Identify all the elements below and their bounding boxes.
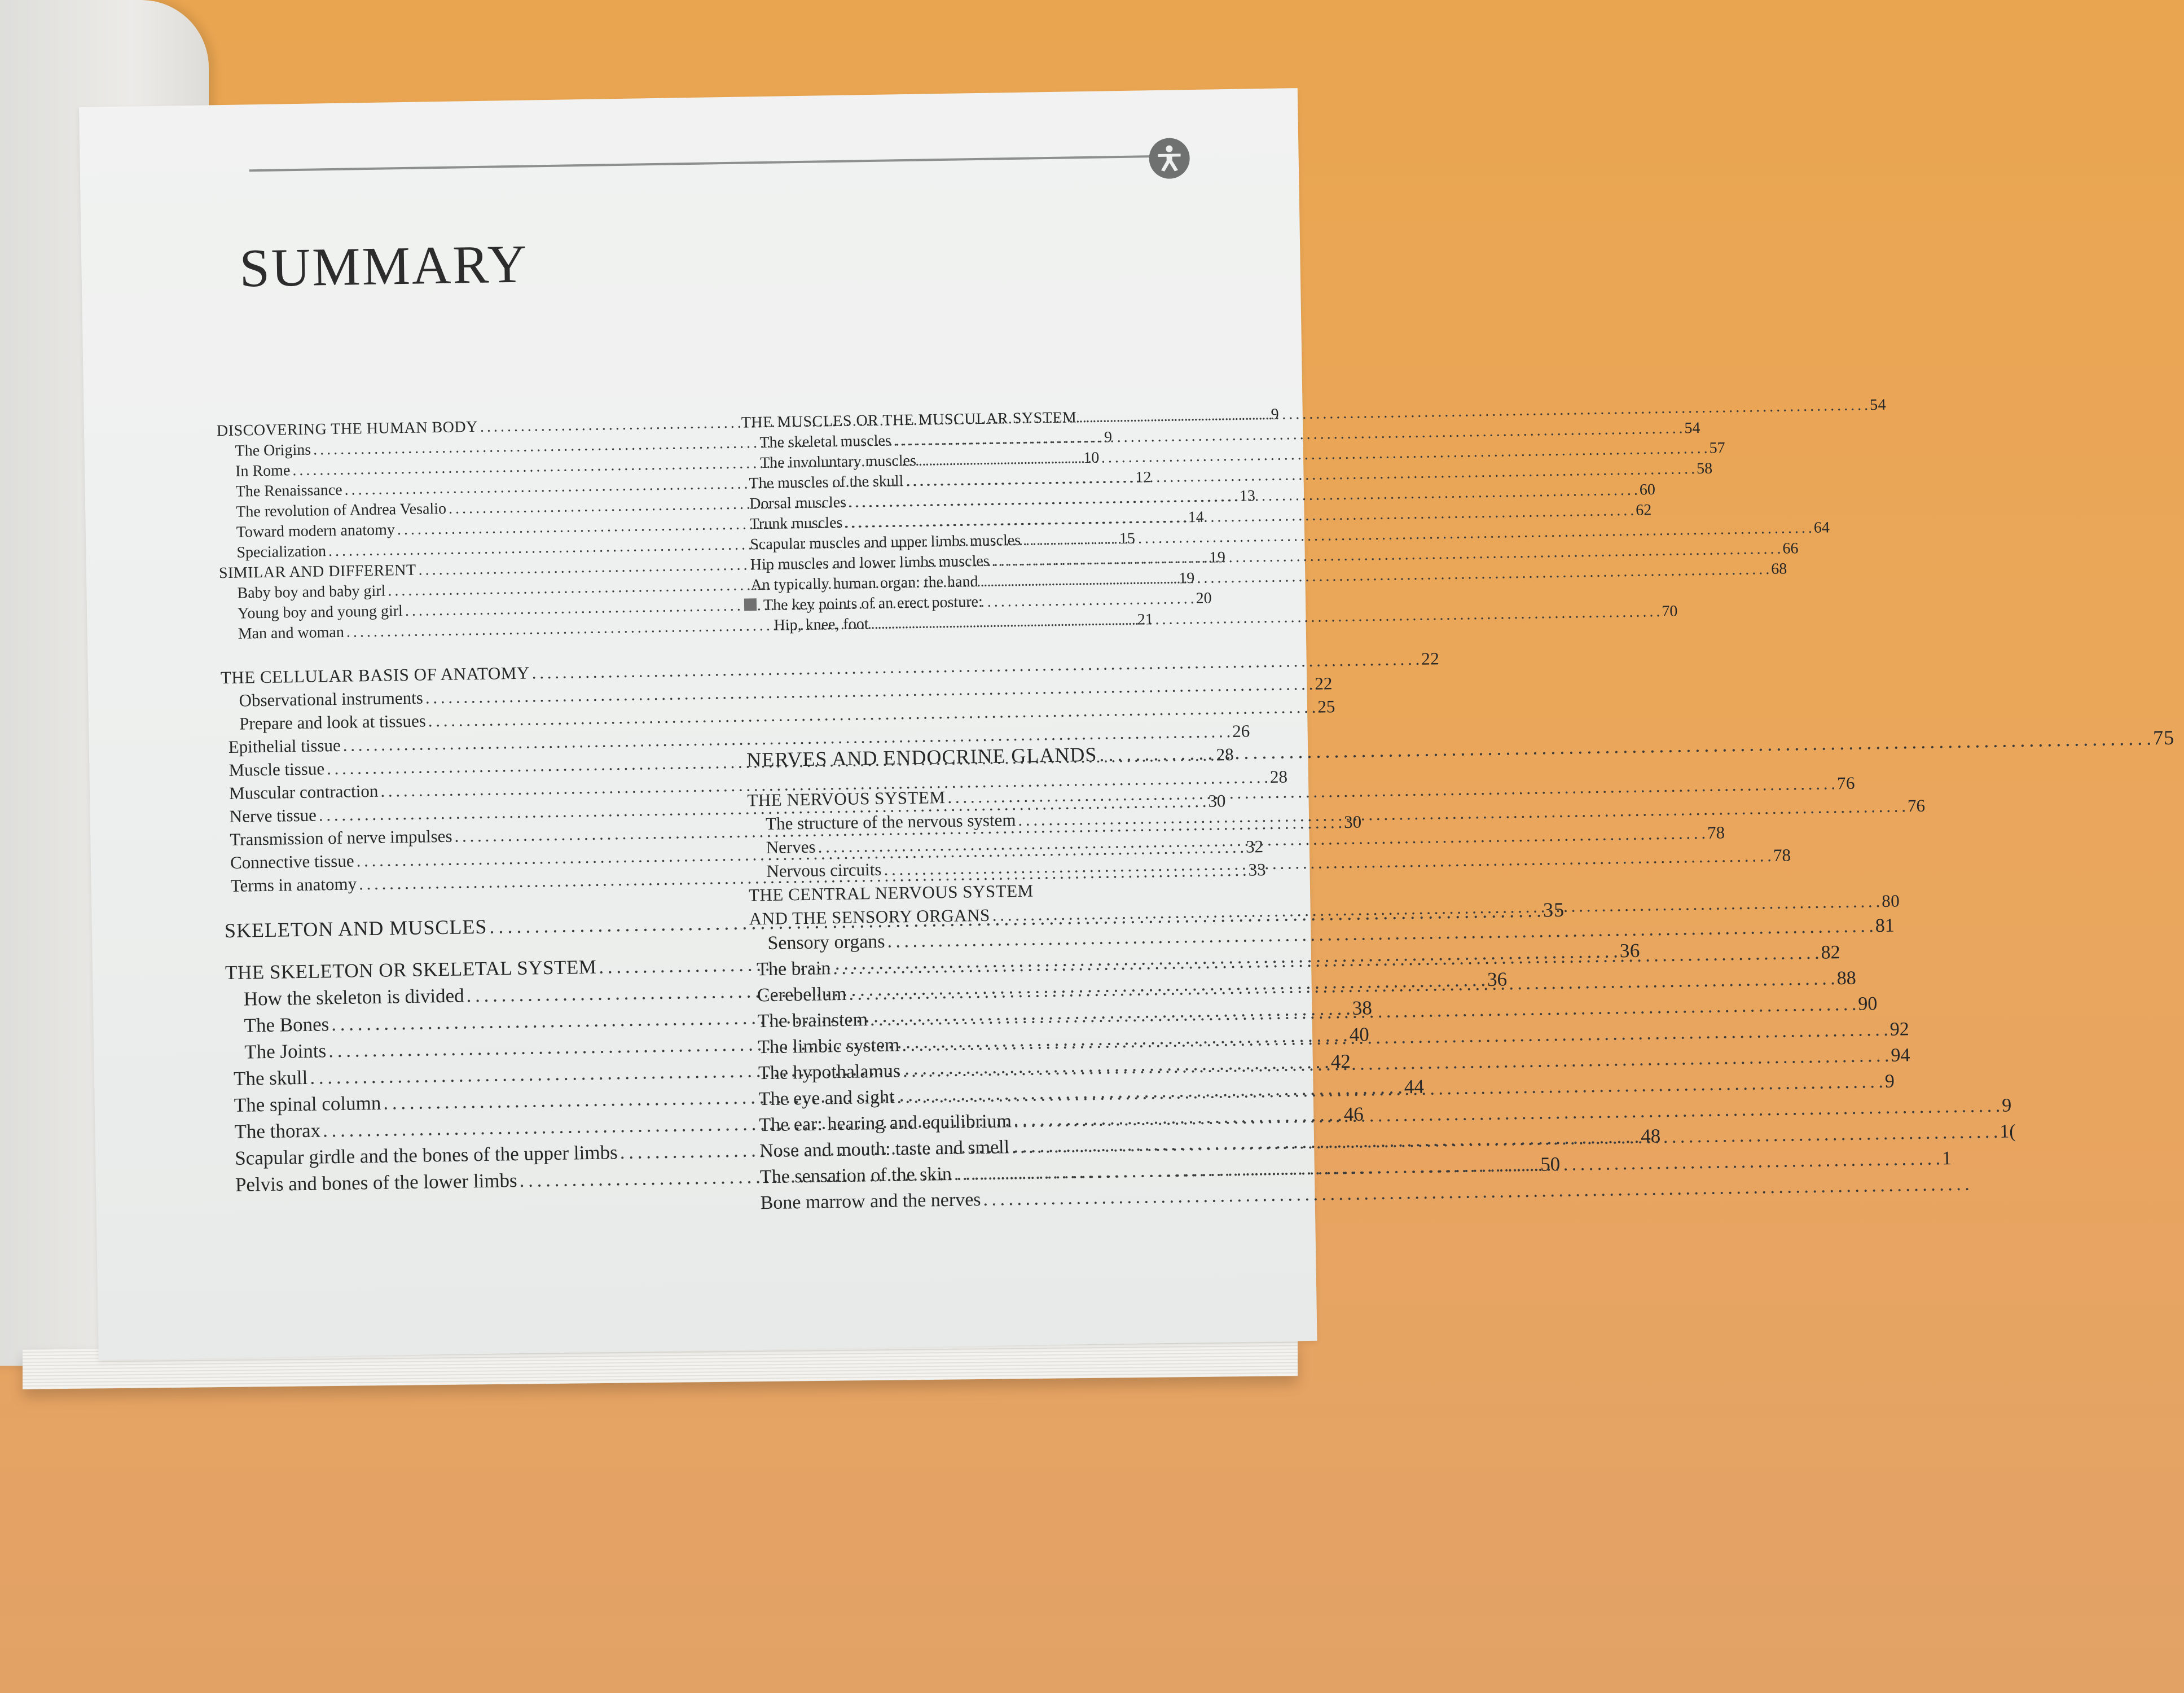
toc-page-number: 36 [1619,939,1641,962]
toc-entry-title: Man and woman [238,623,345,643]
book-page [79,88,2175,1360]
toc-entry-title: Terms in anatomy [230,874,357,896]
toc-page-number: 33 [1248,859,1266,880]
toc-page-number: 78 [1773,845,1791,865]
toc-entry-title: Scapular girdle and the bones of the upper limbs [234,1141,618,1169]
toc-entry-title: THE CENTRAL NERVOUS SYSTEM [748,880,1034,905]
toc-entry-title: Cerebellum [757,983,847,1006]
toc-page-number: 26 [1232,721,1250,742]
toc-page-number: 20 [1196,589,1212,608]
toc-entry-title: NERVES AND ENDOCRINE GLANDS [746,743,1097,771]
toc-entry-title: SIMILAR AND DIFFERENT [218,561,416,582]
toc-page-number: 62 [1635,501,1652,519]
toc-entry-title: Observational instruments [239,687,424,710]
toc-entry-title: THE SKELETON OR SKELETAL SYSTEM [225,955,597,984]
toc-entry-title: Muscular contraction [228,780,379,803]
toc-page-number: 25 [1317,696,1335,717]
toc-page-number: 22 [1315,673,1333,694]
toc-page-number: 94 [1891,1045,1910,1066]
toc-page-number: 48 [1640,1125,1661,1147]
toc-page-number: 46 [1343,1103,1364,1126]
toc-entry-title: Dorsal muscles [749,493,847,513]
toc-entry-title: Epithelial tissue [228,735,341,757]
toc-entry-title: Scapular muscles and upper limbs muscles [750,531,1021,554]
toc-entry-title: Transmission of nerve impulses [230,826,452,849]
bullet-square-icon [744,598,757,611]
toc-page-number: 80 [1881,891,1900,911]
toc-page-number: 19 [1178,569,1195,587]
toc-page-number: 12 [1135,468,1152,486]
toc-page-number: 57 [1709,439,1725,457]
toc-entry-title: Pelvis and bones of the lower limbs [235,1169,517,1196]
toc-entry-title: THE MUSCLES OR THE MUSCULAR SYSTEM [741,409,1077,432]
toc-page-number: 30 [1343,812,1362,832]
toc-entry-title: Prepare and look at tissues [239,710,427,734]
dot-leader [985,602,1267,607]
toc-entry-title: The involuntary muscles [759,451,917,472]
toc-page-number: 9 [1271,405,1280,423]
toc-page-number: 9 [1884,1071,1895,1092]
toc-entry-title: Trunk muscles [749,514,843,533]
toc-entry-title: THE CELLULAR BASIS OF ANATOMY [220,663,530,688]
toc-page-number: 92 [1889,1019,1910,1040]
toc-entry-title: The Joints [244,1040,327,1063]
toc-entry-title: The Origins [235,441,311,460]
toc-page-number: 40 [1349,1023,1370,1046]
toc-entry-title: Sensory organs [767,931,885,954]
toc-page-number: 9 [2001,1095,2012,1116]
toc-entry-title: The ear: hearing and equilibrium [759,1111,1012,1136]
toc-page-number: 42 [1330,1050,1351,1073]
toc-entry-title: THE NERVOUS SYSTEM [747,787,946,810]
header-rule [249,155,1169,172]
toc-entry-title: The Renaissance [235,481,342,501]
toc-entry-title: DISCOVERING THE HUMAN BODY [216,418,478,440]
toc-page-number: 28 [1269,766,1288,787]
toc-entry-title: The revolution of Andrea Vesalio [236,499,447,521]
toc-page-number: 76 [1907,795,1926,816]
toc-page-number: 60 [1639,481,1656,499]
toc-spacer [745,628,1271,727]
toc-entry-title: Specialization [236,542,327,562]
toc-page-number: 19 [1209,549,1226,567]
toc-page-number: 66 [1782,540,1799,558]
toc-entry-title: AND THE SENSORY ORGANS [749,905,990,929]
toc-page-number: 58 [1696,459,1713,478]
toc-entry-title: The Bones [244,1013,329,1037]
toc-page-number: 78 [1707,822,1725,843]
toc-page-number: 64 [1813,519,1830,537]
toc-page-number: 90 [1857,993,1878,1015]
dot-leader [1036,893,1271,897]
toc-entry-title: Young boy and young girl [237,602,403,622]
toc-entry-title: Nose and mouth: taste and smell [759,1137,1010,1162]
toc-entry-title: Hip, knee, foot [774,615,869,634]
toc-entry-title: The structure of the nervous system [765,810,1016,834]
toc-page-number: 22 [1421,648,1440,669]
toc-page-number: 35 [1543,898,1565,922]
human-figure-icon [1149,138,1190,179]
toc-entry-title: An typically human organ: the hand [750,573,978,594]
toc-entry-title: The sensation of the skin [759,1163,952,1188]
toc-entry-title: The skeletal muscles [759,432,891,452]
toc-page-number: 13 [1239,487,1256,505]
toc-entry-title: The muscles of the skull [749,472,904,493]
toc-page-number: 9 [1104,428,1113,446]
toc-entry-title: How the skeleton is divided [243,984,464,1010]
toc-page-number: 54 [1869,396,1887,414]
toc-entry-title: The thorax [234,1119,321,1143]
toc-entry-title: Muscle tissue [228,758,325,780]
toc-entry-title: Nervous circuits [766,859,882,881]
page-title: SUMMARY [239,233,529,299]
toc-entry-title: The key points of an erect posture: [763,593,983,615]
toc-entry-title: Connective tissue [230,850,354,872]
toc-page-number: 44 [1404,1075,1425,1098]
toc-page-number: 32 [1245,836,1264,857]
toc-page-number: 10 [1083,449,1100,467]
toc-page-number: 1 [1941,1148,1952,1169]
toc-entry-title: The spinal column [234,1091,381,1116]
toc-entry-title: The skull [233,1066,308,1090]
toc-page-number: 68 [1771,560,1787,578]
toc-page-number: 54 [1684,419,1700,437]
toc-entry-title: In Rome [235,462,291,480]
toc-entry-title: The brainstem [757,1009,868,1032]
toc-page-number: 81 [1875,915,1895,937]
toc-page-number: 88 [1836,967,1857,989]
toc-page-number: 28 [1216,744,1234,765]
toc-entry-title: The brain [756,958,831,980]
toc-page-number: 15 [1119,529,1136,548]
toc-page-number: 14 [1188,508,1204,527]
toc-entry-title: SKELETON AND MUSCLES [224,915,487,942]
toc-entry-title: The limbic system [758,1034,900,1058]
dot-leader [1099,725,2151,767]
toc-page-number: 38 [1352,997,1373,1019]
toc-entry-title: The hypothalamus [758,1060,901,1084]
toc-page-number: 1( [2000,1121,2016,1142]
toc-entry-title: Bone marrow and the nerves [760,1189,981,1214]
toc-page-number: 70 [1662,602,1678,621]
toc-entry-title: Hip muscles and lower limbs muscles [750,552,990,574]
toc-page-number: 82 [1821,942,1840,963]
toc-entry-title: Nerves [766,836,816,858]
toc-entry-title: The eye and sight [758,1086,895,1110]
toc-page-number: 50 [1540,1152,1561,1176]
toc-entry-title: Nerve tissue [229,805,317,826]
toc-entry-title: Baby boy and baby girl [237,582,386,602]
toc-page-number: 75 [2152,726,2175,749]
toc-page-number: 36 [1487,968,1508,990]
toc-page-number: 21 [1137,611,1153,629]
toc-page-number: 30 [1208,791,1226,811]
toc-entry-title: Toward modern anatomy [236,521,396,541]
toc-page-number: 76 [1836,773,1856,793]
